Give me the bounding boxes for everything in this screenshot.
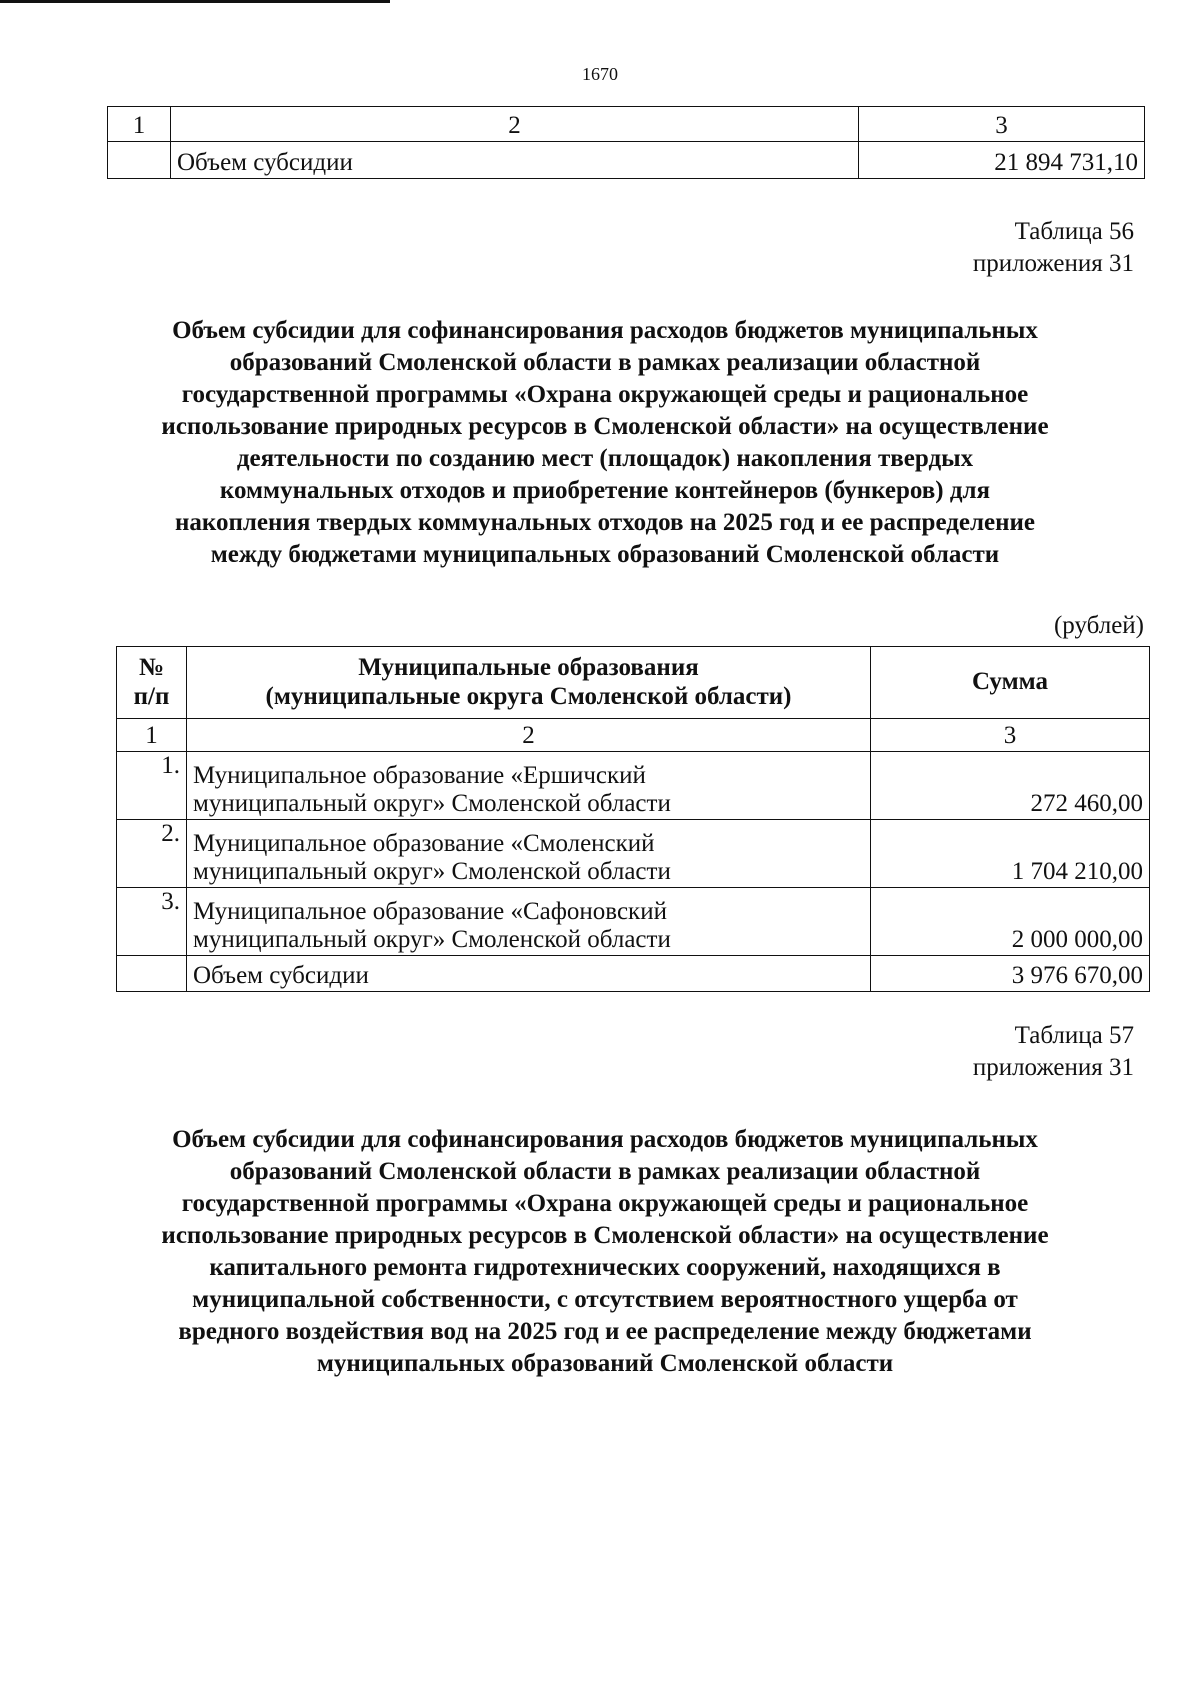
heading-line: между бюджетами муниципальных образований Смоленской области [210,541,1000,568]
table-57-label-line1: Таблица 57 [1014,1022,1134,1049]
column-number-row [108,107,1145,142]
row-name-line2: муниципальный округ» Смоленской области [193,858,671,886]
table-57-heading [110,1124,1100,1380]
table-56-label [973,216,1134,280]
table-56-label-line1: Таблица 56 [1014,218,1134,245]
heading-line: муниципальной собственности, с отсутствием вероятностного ущерба от [192,1286,1018,1313]
total-row [117,956,1150,992]
header-row [117,647,1150,719]
row-name-line2: муниципальный округ» Смоленской области [193,926,671,954]
heading-line: капитального ремонта гидротехнических сооружений, находящихся в [209,1254,1001,1281]
heading-line: Объем субсидии для софинансирования расходов бюджетов муниципальных [172,1126,1038,1153]
header-mo-line2: (муниципальные округа Смоленской области) [265,682,792,710]
total-value: 21 894 731,10 [859,142,1145,179]
total-row [108,142,1145,179]
total-label: Объем субсидии [187,956,871,992]
column-number-row [117,719,1150,752]
table-57-label-line2: приложения 31 [972,1054,1134,1081]
col-number-3: 3 [859,107,1145,142]
header-municipality [187,647,871,719]
table-55-tail [107,106,1145,179]
row-name-line1: Муниципальное образование «Ершичский [193,761,646,789]
total-value: 3 976 670,00 [871,956,1150,992]
row-municipality [187,820,871,888]
total-label: Объем субсидии [171,142,859,179]
table-57-label [973,1020,1134,1084]
heading-line: муниципальных образований Смоленской области [316,1350,894,1377]
header-sum: Сумма [871,647,1150,719]
table-row [117,752,1150,820]
table-56-heading [110,315,1100,571]
total-num-cell [108,142,171,179]
row-name-line2: муниципальный округ» Смоленской области [193,790,671,818]
row-municipality [187,752,871,820]
row-amount: 272 460,00 [871,752,1150,820]
heading-line: деятельности по созданию мест (площадок) накопления твердых [236,445,974,472]
col-number-2: 2 [171,107,859,142]
col-number-2: 2 [187,719,871,752]
row-num: 3. [117,888,187,956]
heading-line: образований Смоленской области в рамках реализации областной [229,349,981,376]
total-num-cell [117,956,187,992]
heading-line: образований Смоленской области в рамках реализации областной [229,1158,981,1185]
row-num: 2. [117,820,187,888]
row-municipality [187,888,871,956]
heading-line: использование природных ресурсов в Смоленской области» на осуществление [161,1222,1049,1249]
row-amount: 2 000 000,00 [871,888,1150,956]
heading-line: накопления твердых коммунальных отходов на 2025 год и ее распределение [175,509,1035,536]
header-num-line1: № [138,653,165,681]
table-row [117,820,1150,888]
heading-line: вредного воздействия вод на 2025 год и ее распределение между бюджетами [178,1318,1032,1345]
heading-line: использование природных ресурсов в Смоленской области» на осуществление [161,413,1049,440]
header-mo-line1: Муниципальные образования [358,653,699,681]
row-name-line1: Муниципальное образование «Сафоновский [193,897,667,925]
heading-line: коммунальных отходов и приобретение контейнеров (бункеров) для [219,477,991,504]
heading-line: государственной программы «Охрана окружающей среды и рациональное [181,1190,1029,1217]
row-amount: 1 704 210,00 [871,820,1150,888]
col-number-1: 1 [108,107,171,142]
heading-line: государственной программы «Охрана окружающей среды и рациональное [181,381,1029,408]
heading-line: Объем субсидии для софинансирования расходов бюджетов муниципальных [172,317,1038,344]
table-56-label-line2: приложения 31 [972,250,1134,277]
units-label: (рублей) [1053,612,1144,639]
row-name-line1: Муниципальное образование «Смоленский [193,829,655,857]
page-number: 1670 [582,64,618,84]
header-num [117,647,187,719]
col-number-1: 1 [117,719,187,752]
top-edge-rule [0,0,390,3]
table-row [117,888,1150,956]
header-num-line2: п/п [133,682,170,710]
table-56 [116,646,1150,992]
row-num: 1. [117,752,187,820]
col-number-3: 3 [871,719,1150,752]
